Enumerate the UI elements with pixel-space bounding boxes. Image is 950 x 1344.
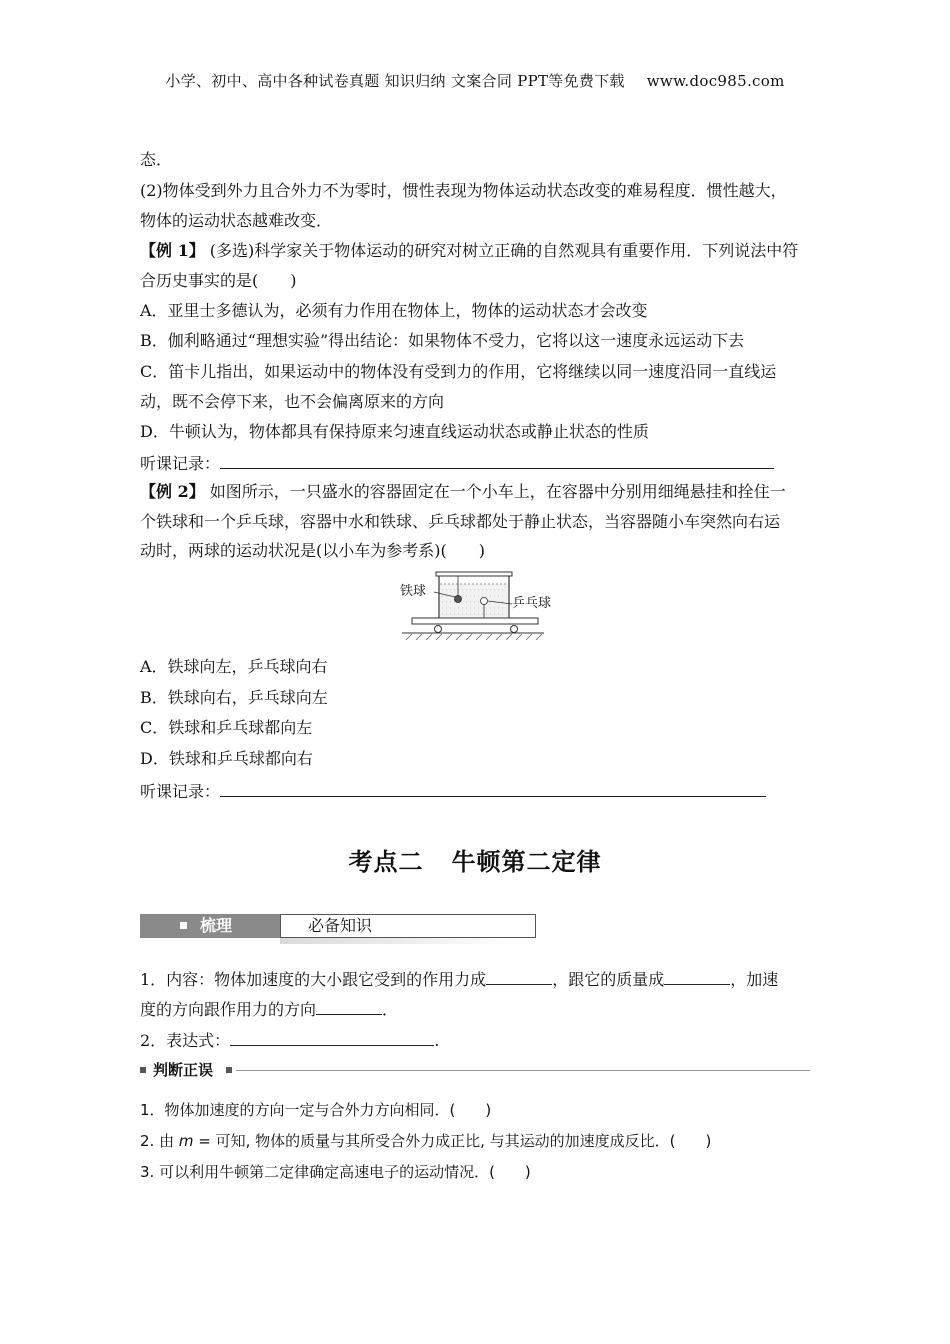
judge-item-2 — [140, 1131, 711, 1151]
item2-text-b: . — [434, 1031, 440, 1050]
example2-option-c: C．铁球和乒乓球都向左 — [140, 718, 313, 737]
example1-option-b: B．伽利略通过“理想实验”得出结论：如果物体不受力，它将以这一速度永远运动下去 — [140, 331, 745, 350]
example1-notes — [140, 452, 774, 474]
judge-item-2-text-b: = 可知, 物体的质量与其所受合外力成正比, 与其运动的加速度成反比．( ) — [193, 1132, 712, 1150]
ground-hatching — [406, 634, 542, 640]
judge-square-icon-left — [140, 1067, 146, 1073]
judge-item-3: 3. 可以利用牛顿第二定律确定高速电子的运动情况．( ) — [140, 1163, 531, 1181]
intro-line-3: 物体的运动状态越难改变． — [140, 211, 333, 230]
banner-left-label: 梳理 — [200, 916, 233, 935]
content-item-1-line-2 — [140, 998, 398, 1020]
judge-item-2-var-m: m — [178, 1132, 194, 1150]
intro-line-2: (2)物体受到外力且合外力不为零时，惯性表现为物体运动状态改变的难易程度．惯性越大， — [140, 181, 787, 200]
page-header — [0, 70, 950, 91]
judge-divider — [236, 1070, 810, 1071]
banner-right-label: 必备知识 — [308, 916, 373, 935]
figure-label-pingpong-ball: 乒乓球 — [512, 596, 552, 611]
example2-question-line-2: 个铁球和一个乒乓球，容器中水和铁球、乒乓球都处于静止状态，当容器随小车突然向右运 — [140, 512, 781, 531]
example1-option-d: D．牛顿认为，物体都具有保持原来匀速直线运动状态或静止状态的性质 — [140, 422, 649, 441]
cart-wheel-right — [511, 626, 518, 633]
example2-q1: 如图所示，一只盛水的容器固定在一个小车上，在容器中分别用细绳悬挂和拴住一 — [204, 482, 786, 501]
knowledge-banner — [140, 912, 516, 944]
example2-notes-blank[interactable] — [220, 780, 766, 797]
example2-option-a: A．铁球向左，乒乓球向右 — [140, 657, 328, 676]
item1-text-d: 度的方向跟作用力的方向 — [140, 1000, 317, 1019]
header-text: 小学、初中、高中各种试卷真题 知识归纳 文案合同 PPT等免费下载 — [165, 72, 625, 90]
cart-wheel-left — [435, 626, 442, 633]
item1-text-c: ，加速 — [730, 970, 779, 989]
iron-ball — [455, 596, 462, 603]
example1-option-c-line-2: 动，既不会停下来，也不会偏离原来的方向 — [140, 392, 445, 411]
pingpong-ball — [481, 598, 488, 605]
example1-option-a: A．亚里士多德认为，必须有力作用在物体上，物体的运动状态才会改变 — [140, 301, 648, 320]
item1-text-a: 1．内容：物体加速度的大小跟它受到的作用力成 — [140, 970, 487, 989]
example2-option-b: B．铁球向右，乒乓球向左 — [140, 688, 328, 707]
example1-tag: 【例 1】 — [140, 241, 205, 260]
example2-question-line-3: 动时，两球的运动状况是(以小车为参考系)( ) — [140, 541, 485, 560]
example2-notes-label: 听课记录： — [140, 782, 221, 801]
item1-blank-1[interactable] — [486, 968, 552, 985]
item1-blank-2[interactable] — [664, 968, 730, 985]
intro-line-1: 态． — [140, 150, 173, 169]
example2-tag: 【例 2】 — [140, 482, 205, 501]
cart-platform — [412, 618, 538, 624]
section-title-right: 牛顿第二定律 — [451, 847, 602, 876]
item2-blank[interactable] — [230, 1029, 434, 1046]
example2-option-d: D．铁球和乒乓球都向右 — [140, 749, 313, 768]
item2-text-a: 2．表达式： — [140, 1031, 231, 1050]
item1-blank-3[interactable] — [316, 998, 382, 1015]
container-lid — [436, 572, 512, 576]
example1-option-c-line-1: C．笛卡儿指出，如果运动中的物体没有受到力的作用，它将继续以同一速度沿同一直线运 — [140, 362, 777, 381]
content-item-2 — [140, 1029, 439, 1051]
judge-heading — [140, 1060, 810, 1080]
example2-question-line-1 — [140, 482, 786, 502]
example1-notes-blank[interactable] — [220, 452, 774, 469]
judge-item-2-text-a: 2. 由 — [140, 1132, 179, 1150]
water — [440, 584, 508, 617]
example2-notes — [140, 780, 766, 802]
content-item-1-line-1 — [140, 968, 778, 990]
section-title-left: 考点二 — [348, 847, 424, 876]
example1-notes-label: 听课记录： — [140, 454, 221, 473]
section-title — [0, 842, 950, 877]
judge-title: 判断正误 — [153, 1061, 214, 1079]
header-url[interactable]: www.doc985.com — [646, 72, 785, 90]
banner-square-icon — [180, 922, 187, 929]
judge-item-1: 1．物体加速度的方向一定与合外力方向相同．( ) — [140, 1101, 492, 1119]
example1-q1: (多选)科学家关于物体运动的研究对树立正确的自然观具有重要作用．下列说法中符 — [204, 241, 799, 260]
item1-text-b: ，跟它的质量成 — [552, 970, 665, 989]
example1-question-line-2: 合历史事实的是( ) — [140, 271, 297, 290]
item1-text-e: ． — [382, 1000, 399, 1019]
example1-question-line-1 — [140, 241, 798, 261]
figure-label-iron-ball: 铁球 — [400, 584, 427, 599]
judge-square-icon-right — [226, 1067, 232, 1073]
